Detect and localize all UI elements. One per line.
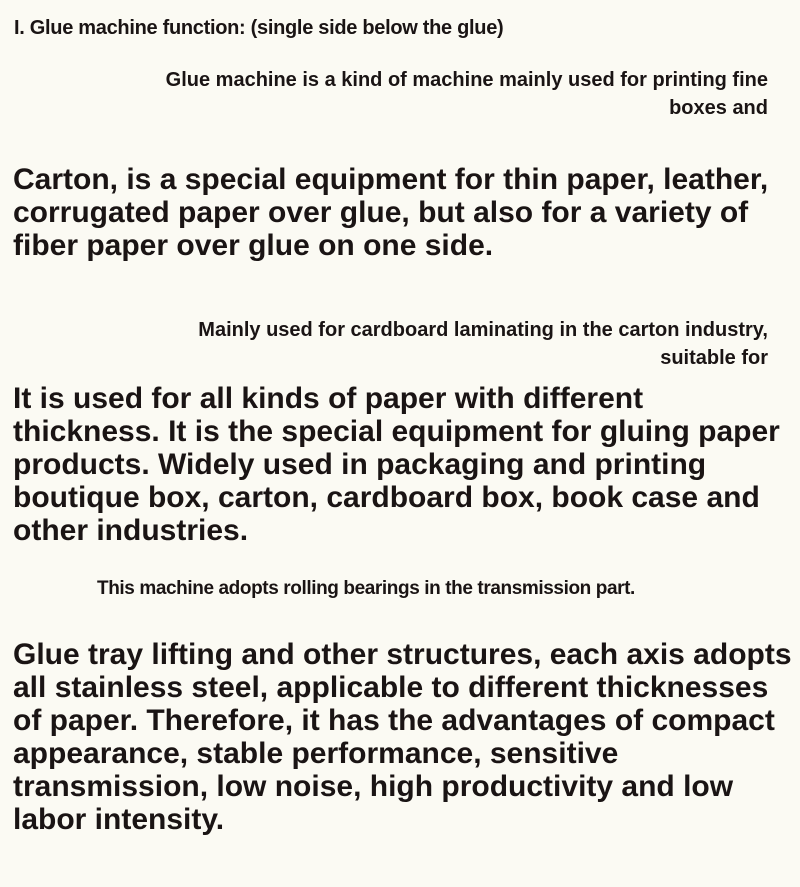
section-3-body: Glue tray lifting and other structures, each axis adopts all stainless steel, applicable to different thicknesses of paper. Therefore, it has the advantages of compact appearance, stable performance, sensitive transmission, low noise, high productivity and low labor intensity. (13, 638, 792, 836)
section-1-intro: Glue machine is a kind of machine mainly used for printing fine boxes and (165, 69, 768, 119)
section-2-body: It is used for all kinds of paper with different thickness. It is the special equipment for gluing paper products. Widely used in packaging and printing boutique box, carton, cardboard box, book case and other industries. (13, 382, 780, 547)
section-2-intro: Mainly used for cardboard laminating in the carton industry, suitable for (198, 319, 768, 369)
section-1-body: Carton, is a special equipment for thin paper, leather, corrugated paper over glue, but also for a variety of fiber paper over glue on one side. (13, 163, 769, 262)
page-heading: I. Glue machine function: (single side below the glue) (14, 17, 504, 39)
section-3-intro: This machine adopts rolling bearings in the transmission part. (97, 578, 635, 599)
